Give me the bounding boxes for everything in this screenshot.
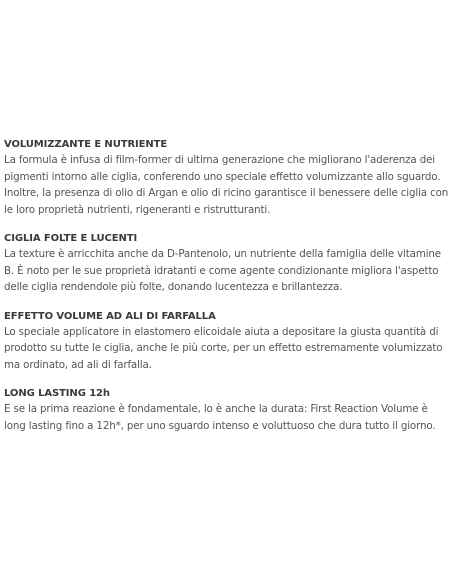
section-volumizzante	[4, 137, 450, 218]
section-heading: LONG LASTING 12h	[4, 388, 110, 399]
section-ciglia-folte	[4, 231, 450, 296]
section-heading: VOLUMIZZANTE E NUTRIENTE	[4, 139, 168, 150]
section-heading: EFFETTO VOLUME AD ALI DI FARFALLA	[4, 310, 216, 322]
section-body: E se la prima reazione è fondamentale, lo è anche la durata: First Reaction Volume è long lasting fino a 12h*, per uno sguardo intenso e voluttuoso che dura tutto il giorno.	[4, 403, 436, 432]
product-description	[4, 137, 450, 447]
section-body: Lo speciale applicatore in elastomero elicoidale aiuta a depositare la giusta quantità di prodotto su tutte le ciglia, anche le più corte, per un effetto estremamente volumizzato ma ordinato, ad ali di farfalla.	[4, 325, 443, 371]
section-long-lasting	[4, 386, 450, 434]
section-body: La texture è arricchita anche da D-Pantenolo, un nutriente della famiglia delle vitamine B. È noto per le sue proprietà idratanti e come agente condizionante migliora l'aspetto delle ciglia rendendole più folte, donando lucentezza e brillantezza.	[4, 248, 441, 293]
section-heading: CIGLIA FOLTE E LUCENTI	[4, 233, 138, 244]
section-effetto-volume	[4, 309, 450, 374]
section-body: La formula è infusa di film-former di ultima generazione che migliorano l'aderenza dei pigmenti intorno alle ciglia, conferendo uno speciale effetto volumizzante allo sguardo. Inoltre, la presenza di olio di Argan e olio di ricino garantisce il benessere delle ciglia con le loro proprietà nutrienti, rigeneranti e ristrutturanti.	[4, 154, 449, 216]
